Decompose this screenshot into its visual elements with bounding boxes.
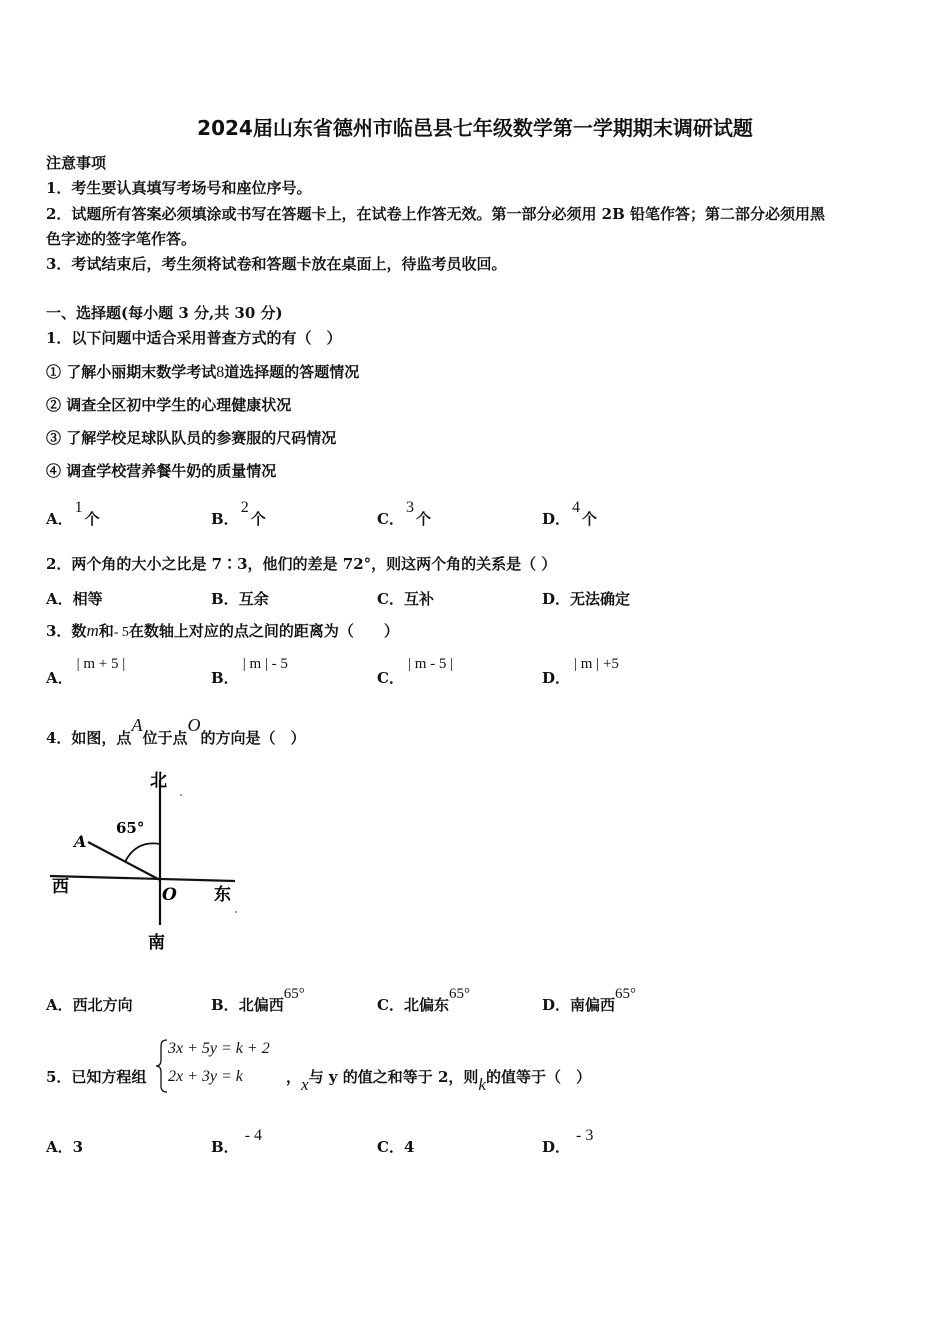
system-brace — [155, 1038, 169, 1094]
question-1-option-d[interactable]: D．4个 — [542, 499, 598, 528]
question-1-option-c[interactable]: C．3个 — [377, 499, 431, 528]
question-2-stem: 2．两个角的大小之比是 7∶3，他们的差是 72°，则这两个角的关系是（ ） — [46, 555, 557, 573]
question-5-option-b[interactable]: B．- 4 — [211, 1127, 263, 1156]
question-1-option-b[interactable]: B．2个 — [211, 499, 266, 528]
question-4-option-b[interactable]: B．北偏西65° — [211, 986, 305, 1014]
speck — [180, 794, 182, 796]
speck — [235, 911, 237, 913]
ray-oa — [88, 842, 160, 880]
question-1-option-a[interactable]: A．1个 — [46, 499, 100, 528]
notice-item: 3．考试结束后，考生须将试卷和答题卡放在桌面上，待监考员收回。 — [46, 255, 507, 273]
question-2-option-b[interactable]: B．互余 — [211, 590, 269, 608]
notice-item: 1．考生要认真填写考场号和座位序号。 — [46, 179, 312, 197]
label-west: 西 — [52, 877, 69, 897]
page-title: 2024届山东省德州市临邑县七年级数学第一学期期末调研试题 — [197, 116, 753, 140]
question-2-option-a[interactable]: A．相等 — [46, 590, 103, 608]
notice-item: 色字迹的签字笔作答。 — [46, 230, 197, 248]
question-2-option-d[interactable]: D．无法确定 — [542, 590, 631, 608]
label-angle: 65° — [116, 819, 145, 837]
label-south: 南 — [148, 933, 165, 953]
question-5-option-d[interactable]: D．- 3 — [542, 1127, 594, 1156]
label-north: 北 — [150, 771, 167, 791]
question-4-stem: 4．如图，点A位于点O的方向是（ ） — [46, 715, 306, 747]
question-3-stem: 3．数m和- 5在数轴上对应的点之间的距离为（ ） — [46, 621, 399, 640]
question-4-option-c[interactable]: C．北偏东65° — [377, 986, 470, 1014]
label-east: 东 — [214, 885, 231, 905]
question-3-option-b[interactable]: B．| m | - 5 — [211, 656, 288, 687]
equation-2: 2x + 3y = k — [168, 1068, 243, 1085]
question-2-option-c[interactable]: C．互补 — [377, 590, 434, 608]
label-point-o: O — [162, 885, 177, 905]
question-5-stem-a: 5．已知方程组 — [46, 1068, 147, 1086]
question-3-option-d[interactable]: D．| m | +5 — [542, 656, 619, 687]
label-point-a: A — [74, 832, 87, 851]
notice-heading: 注意事项 — [46, 154, 107, 172]
question-1-item: ③ 了解学校足球队队员的参赛服的尺码情况 — [46, 429, 337, 447]
equation-1: 3x + 5y = k + 2 — [168, 1040, 270, 1057]
east-west-axis — [50, 876, 235, 881]
question-5-option-a[interactable]: A．3 — [46, 1138, 84, 1156]
question-1-stem: 1．以下问题中适合采用普查方式的有（ ） — [46, 329, 342, 347]
notice-item: 2．试题所有答案必须填涂或书写在答题卡上，在试卷上作答无效。第一部分必须用 2B 铅笔作答；第二部分必须用黑 — [46, 205, 826, 223]
angle-arc — [125, 843, 160, 862]
question-1-item: ① 了解小丽期末数学考试8道选择题的答题情况 — [46, 363, 360, 381]
question-3-option-a[interactable]: A．| m + 5 | — [46, 656, 126, 687]
question-3-option-c[interactable]: C．| m - 5 | — [377, 656, 454, 687]
question-4-option-d[interactable]: D．南偏西65° — [542, 986, 637, 1014]
question-4-option-a[interactable]: A．西北方向 — [46, 996, 133, 1014]
compass-figure — [40, 760, 270, 960]
question-1-item: ④ 调查学校营养餐牛奶的质量情况 — [46, 462, 277, 480]
section-heading: 一、选择题(每小题 3 分,共 30 分) — [46, 304, 283, 322]
question-5-stem-b: ，x与 y 的值之和等于 2，则k的值等于（ ） — [286, 1068, 591, 1094]
question-1-item: ② 调查全区初中学生的心理健康状况 — [46, 396, 292, 414]
question-5-option-c[interactable]: C．4 — [377, 1138, 415, 1156]
